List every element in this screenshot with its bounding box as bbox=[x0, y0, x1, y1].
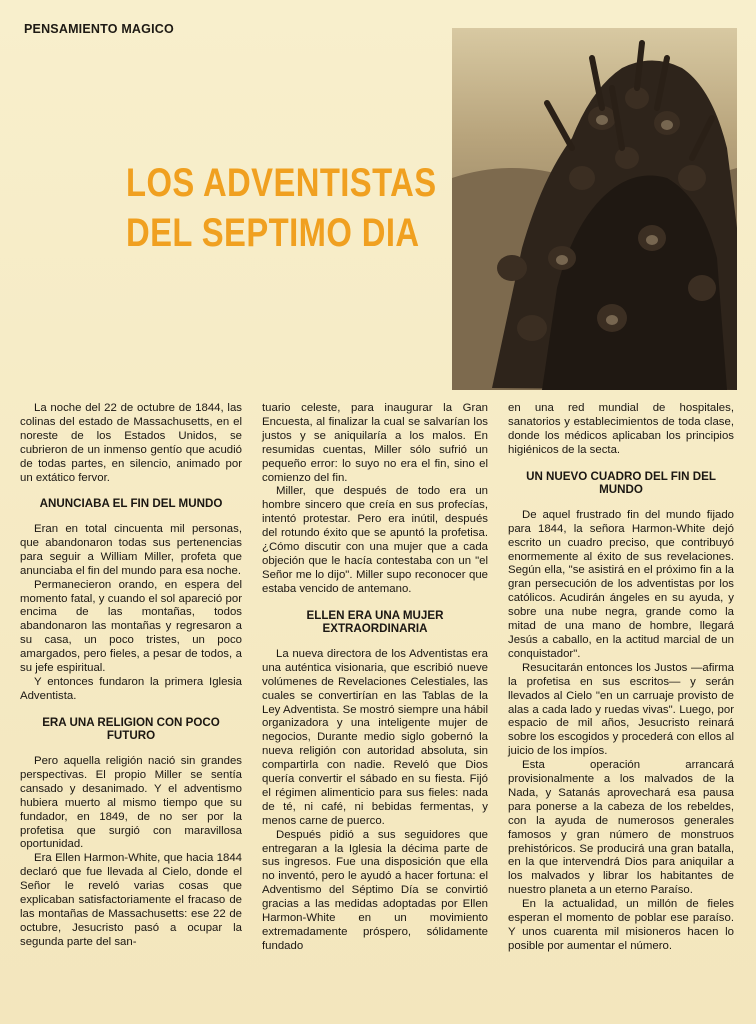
section-label: PENSAMIENTO MAGICO bbox=[24, 22, 174, 36]
article-title bbox=[126, 158, 437, 258]
paragraph: en una red mundial de hospitales, sanatorios y establecimientos de toda clase, donde los médicos aplicaban los principios higiénicos de la secta. bbox=[508, 402, 734, 456]
paragraph: En la actualidad, un millón de fieles esperan el momento de poblar ese paraíso. Y unos cuarenta mil misioneros hacen lo posible por aumentar el número. bbox=[508, 898, 734, 952]
paragraph: La noche del 22 de octubre de 1844, las colinas del estado de Massachusetts, en el noreste de los Estados Unidos, se cubrieron de un inmenso gentío que acudió de todas partes, en silencio, animado por un extático fervor. bbox=[20, 402, 242, 484]
paragraph: Permanecieron orando, en espera del momento fatal, y cuando el sol apareció por encima de las montañas, todos abandonaron las montañas y regresaron a su casa, un poco tristes, un poco amargados, pero fieles, a pesar de todos, a su jefe espiritual. bbox=[20, 578, 242, 675]
subheading: ANUNCIABA EL FIN DEL MUNDO bbox=[39, 497, 223, 511]
title-line-2: DEL SEPTIMO DIA bbox=[126, 211, 420, 255]
paragraph: Resucitarán entonces los Justos —afirma la profetisa en sus escritos— y serán llevados al Cielo "en un carruaje provisto de alas a cada lado y ruedas vivas". Luego, por espacio de mil años, Jesucristo reinará sobre los escogidos y procederá con ellos al juicio de los impíos. bbox=[508, 661, 734, 758]
title-line-1: LOS ADVENTISTAS bbox=[126, 161, 437, 205]
crowd-photo-icon bbox=[452, 28, 737, 390]
paragraph: Era Ellen Harmon-White, que hacia 1844 declaró que fue llevada al Cielo, donde el Señor le reveló varias cosas que explicaban satisfactoriamente el fracaso de las montañas de Massachusetts: ese 22 de octubre, Jesucristo pasó a ocupar la segunda parte del san- bbox=[20, 852, 242, 948]
subheading: ERA UNA RELIGION CON POCO FUTURO bbox=[42, 715, 220, 743]
paragraph: tuario celeste, para inaugurar la Gran Encuesta, al finalizar la cual se salvarían los justos y se aniquilaría a los malos. En resumidas cuentas, Miller sólo sufrió un pequeño error: lo suyo no era el fin, sino el comienzo del fin. bbox=[262, 402, 488, 484]
subheading: ELLEN ERA UNA MUJER EXTRAORDINARIA bbox=[306, 608, 444, 636]
paragraph: Y entonces fundaron la primera Iglesia Adventista. bbox=[20, 676, 242, 702]
paragraph: Esta operación arrancará provisionalmente a los malvados de la Nada, y Satanás aprovechará esa pausa para ponerse a la cabeza de los rebeldes, con la ayuda de numerosos generales famosos y gran número de monstruos prehistóricos. Se producirá una gran batalla, en la que intervendrá Dios para aniquilar a los malvados y librar los habitantes de nuestro planeta a un eterno Paraíso. bbox=[508, 759, 734, 897]
subheading: UN NUEVO CUADRO DEL FIN DEL MUNDO bbox=[526, 469, 716, 497]
article-column-1 bbox=[20, 402, 242, 950]
paragraph: Miller, que después de todo era un hombre sincero que creía en sus profecías, intentó protestar. Pero era inútil, después del rotundo éxito que se apuntó la profetisa. ¿Cómo discutir con una mujer que a cada objeción que le hacía contestaba con un "el Señor me lo dijo". Miller supo reconocer que estaba vencido de antemano. bbox=[262, 485, 488, 595]
paragraph: Eran en total cincuenta mil personas, que abandonaron todas sus pertenencias para seguir a William Miller, profeta que anunciaba el fin del mundo para esa noche. bbox=[20, 523, 242, 577]
paragraph: La nueva directora de los Adventistas era una auténtica visionaria, que escribió nueve volúmenes de Revelaciones Celestiales, las cuales se convertirían en las Tablas de la Ley Adventista. Se mostró siempre una hábil organizadora y una inteligente mujer de negocios, Durante medio siglo gobernó la nueva religión con autoridad absoluta, sin compartirla con nadie. Reveló que Dios quería convertir el sábado en su fiesta. Fijó el régimen alimenticio para sus fieles: nada de té, ni café, ni bebidas fermentas, y menos carne de puerco. bbox=[262, 647, 488, 827]
article-column-2 bbox=[262, 402, 488, 954]
paragraph: Después pidió a sus seguidores que entregaran a la Iglesia la décima parte de sus ingresos. Fue una disposición que ella no inventó, pero le ayudó a hacer fortuna: el Adventismo del Séptimo Día se convirtió gracias a las medidas adoptadas por Ellen Harmon-White en un movimiento extremadamente próspero, sólidamente fundado bbox=[262, 828, 488, 952]
article-column-3 bbox=[508, 402, 734, 954]
paragraph: De aquel frustrado fin del mundo fijado para 1844, la señora Harmon-White dejó escrito un cuadro preciso, que contribuyó enormemente al éxito de sus revelaciones. Según ella, "se asistirá en el próximo fin a la gran persecución de los adventistas por los católicos. Acudirán ángeles en su ayuda, y sobre una nube negra, grande como la mitad de una mano de hombre, llegará Jesús a caballo, en la actitud marcial de un conquistador". bbox=[508, 508, 734, 660]
crowd-photo bbox=[452, 28, 737, 390]
paragraph: Pero aquella religión nació sin grandes perspectivas. El propio Miller se sentía cansado y desanimado. Y el adventismo hubiera muerto al mismo tiempo que su fundador, en 1849, de no ser por la profetisa que surgió con maravillosa oportunidad. bbox=[20, 755, 242, 851]
